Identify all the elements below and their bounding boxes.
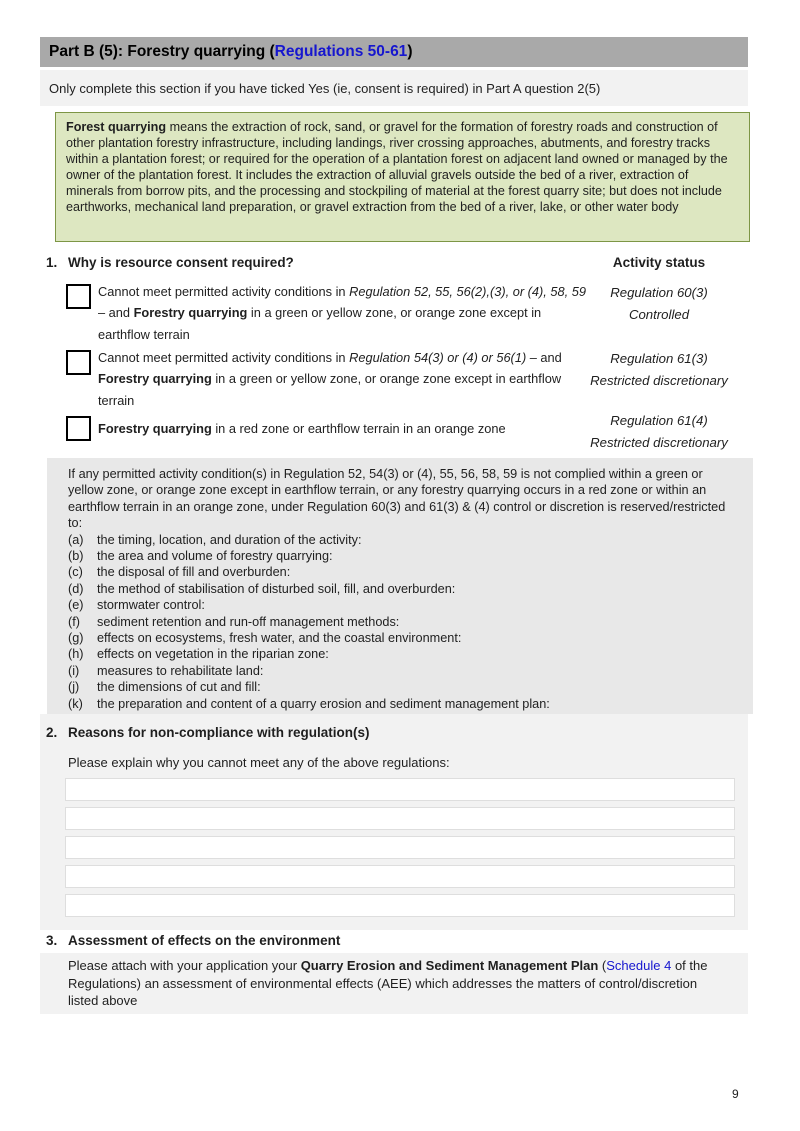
conditions-intro: If any permitted activity condition(s) in Regulation 52, 54(3) or (4), 55, 56, 58, 59 is not complied within a green or yellow zone, or orange zone except in earthflow terrain, or any forestry quarrying occurs in a red zone or within an earthflow terrain in an orange zone, under Regulation 60(3) and 61(3) & (4) control or discretion is reserved/restricted to: <box>68 467 726 531</box>
condition-item: (i) measures to rehabilitate land: <box>68 663 264 678</box>
consent-option-1 <box>40 281 748 345</box>
condition-item: (j) the dimensions of cut and fill: <box>68 680 261 695</box>
condition-item: (k) the preparation and content of a quarry erosion and sediment management plan: <box>68 696 550 711</box>
section-title: Part B (5): Forestry quarrying (Regulations 50-61) <box>49 43 413 60</box>
q2-section <box>40 714 748 930</box>
q1-title: Why is resource consent required? <box>68 255 294 270</box>
option-3-text: Forestry quarrying in a red zone or earthflow terrain in an orange zone <box>98 421 506 436</box>
regulations-link[interactable]: Regulations 50-61 <box>274 43 408 60</box>
q2-prompt: Please explain why you cannot meet any of the above regulations: <box>68 755 450 770</box>
condition-item: (e) stormwater control: <box>68 598 205 613</box>
answer-line-2[interactable] <box>65 807 735 830</box>
q1-number: 1. <box>46 255 58 270</box>
condition-item: (c) the disposal of fill and overburden: <box>68 565 291 580</box>
condition-item: (a) the timing, location, and duration of the activity: <box>68 532 362 547</box>
option-1-checkbox[interactable] <box>66 284 91 309</box>
control-discretion-box <box>47 458 753 714</box>
option-2-checkbox[interactable] <box>66 350 91 375</box>
section-header-bar <box>40 37 748 67</box>
page-number: 9 <box>732 1087 739 1101</box>
answer-line-1[interactable] <box>65 778 735 801</box>
definition-body: means the extraction of rock, sand, or gravel for the formation of forestry roads and construction of other plantation forestry infrastructure, including landings, river crossing approaches, abutments, and forestry tracks within a plantation forest; or required for the operation of a plantation forest on adjacent land owned or managed by the owner of the plantation forest. It includes the extraction of alluvial gravels outside the bed of a river, extraction of minerals from borrow pits, and the processing and stockpiling of material at the forest quarry site; but does not include earthworks, mechanical land preparation, or gravel extraction from the bed of a river, lake, or other water body <box>66 120 728 215</box>
option-1-text: Cannot meet permitted activity conditions in Regulation 52, 55, 56(2),(3), or (4), 58, 59 – and Forestry quarrying in a green or yellow zone, or orange zone except in earthflow terrain <box>98 284 586 342</box>
definition-term: Forest quarrying <box>66 120 167 134</box>
condition-item: (b) the area and volume of forestry quarrying: <box>68 549 333 564</box>
option-1-activity-status: Regulation 60(3) Controlled <box>610 285 708 322</box>
q2-number: 2. <box>46 725 58 740</box>
option-2-activity-status: Regulation 61(3) Restricted discretionary <box>590 351 728 388</box>
q3-number: 3. <box>46 933 58 948</box>
completion-note-text: Only complete this section if you have ticked Yes (ie, consent is required) in Part A question 2(5) <box>49 80 601 96</box>
completion-note <box>40 70 748 106</box>
q3-section <box>40 953 748 1014</box>
condition-item: (d) the method of stabilisation of disturbed soil, fill, and overburden: <box>68 581 456 596</box>
q3-instruction: Please attach with your application your Quarry Erosion and Sediment Management Plan (Schedule 4 of the Regulations) an assessment of environmental effects (AEE) which addresses the matters of control/discretion listed above <box>68 958 708 1009</box>
q3-title: Assessment of effects on the environment <box>68 933 341 948</box>
q2-title: Reasons for non-compliance with regulation(s) <box>68 725 370 740</box>
condition-item: (h) effects on vegetation in the riparian zone: <box>68 647 329 662</box>
forest-quarrying-definition <box>55 112 750 242</box>
schedule-4-link[interactable]: Schedule 4 <box>606 958 672 973</box>
answer-line-5[interactable] <box>65 894 735 917</box>
condition-item: (g) effects on ecosystems, fresh water, and the coastal environment: <box>68 631 462 646</box>
option-3-checkbox[interactable] <box>66 416 91 441</box>
option-2-text: Cannot meet permitted activity conditions in Regulation 54(3) or (4) or 56(1) – and Forestry quarrying in a green or yellow zone, or orange zone except in earthflow terrain <box>98 350 562 408</box>
answer-line-4[interactable] <box>65 865 735 888</box>
activity-status-header: Activity status <box>612 255 706 270</box>
condition-item: (f) sediment retention and run-off management methods: <box>68 614 400 629</box>
option-3-activity-status: Regulation 61(4) Restricted discretionary <box>590 413 728 450</box>
consent-option-2 <box>40 347 748 411</box>
answer-line-3[interactable] <box>65 836 735 859</box>
consent-option-3 <box>40 410 748 450</box>
